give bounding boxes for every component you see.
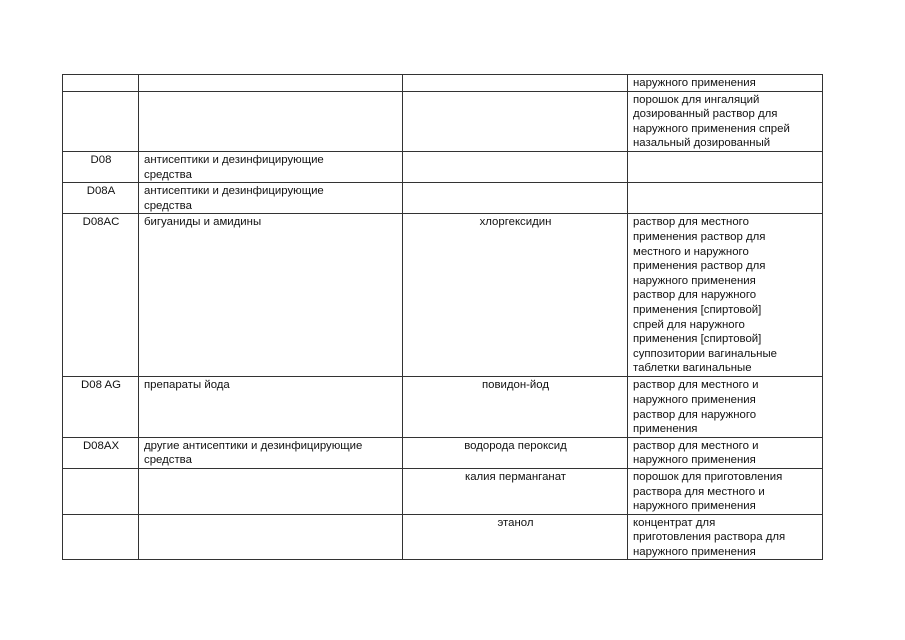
table-row [63, 437, 823, 468]
group-name-cell: антисептики и дезинфицирующие средства [139, 183, 403, 214]
atc-code-cell: D08A [63, 183, 139, 214]
table-row [63, 75, 823, 92]
drug-table [62, 74, 823, 560]
atc-code-cell: D08 AG [63, 377, 139, 437]
dosage-form-cell: порошок для приготовления раствора для местного и наружного применения [628, 468, 823, 514]
group-name-cell [139, 514, 403, 560]
atc-code-cell: D08AX [63, 437, 139, 468]
drug-name-cell: этанол [403, 514, 628, 560]
atc-code-cell [63, 75, 139, 92]
table-row [63, 377, 823, 437]
dosage-form-cell: раствор для местного и наружного применения раствор для наружного применения [628, 377, 823, 437]
group-name-cell: другие антисептики и дезинфицирующие средства [139, 437, 403, 468]
table-row [63, 151, 823, 182]
drug-name-cell [403, 75, 628, 92]
drug-name-cell [403, 151, 628, 182]
drug-name-cell [403, 91, 628, 151]
dosage-form-cell: раствор для местного и наружного применения [628, 437, 823, 468]
dosage-form-cell [628, 183, 823, 214]
drug-name-cell: водорода пероксид [403, 437, 628, 468]
atc-code-cell [63, 91, 139, 151]
dosage-form-cell [628, 151, 823, 182]
group-name-cell [139, 75, 403, 92]
dosage-form-cell: концентрат для приготовления раствора для наружного применения [628, 514, 823, 560]
table-row [63, 214, 823, 377]
group-name-cell [139, 468, 403, 514]
table-row [63, 183, 823, 214]
drug-name-cell [403, 183, 628, 214]
atc-code-cell: D08AC [63, 214, 139, 377]
group-name-cell: антисептики и дезинфицирующие средства [139, 151, 403, 182]
atc-code-cell [63, 468, 139, 514]
group-name-cell [139, 91, 403, 151]
group-name-cell: бигуаниды и амидины [139, 214, 403, 377]
dosage-form-cell: порошок для ингаляций дозированный раствор для наружного применения спрей назальный дозированный [628, 91, 823, 151]
drug-name-cell: хлоргексидин [403, 214, 628, 377]
table-row [63, 468, 823, 514]
drug-name-cell: повидон-йод [403, 377, 628, 437]
atc-code-cell [63, 514, 139, 560]
drug-name-cell: калия перманганат [403, 468, 628, 514]
group-name-cell: препараты йода [139, 377, 403, 437]
table-row [63, 91, 823, 151]
dosage-form-cell: наружного применения [628, 75, 823, 92]
table-row [63, 514, 823, 560]
atc-code-cell: D08 [63, 151, 139, 182]
dosage-form-cell: раствор для местного применения раствор для местного и наружного применения раствор для наружного применения раствор для наружного применения [спиртовой] спрей для наружного применения [спиртовой] суппозитории вагинальные таблетки вагинальные [628, 214, 823, 377]
